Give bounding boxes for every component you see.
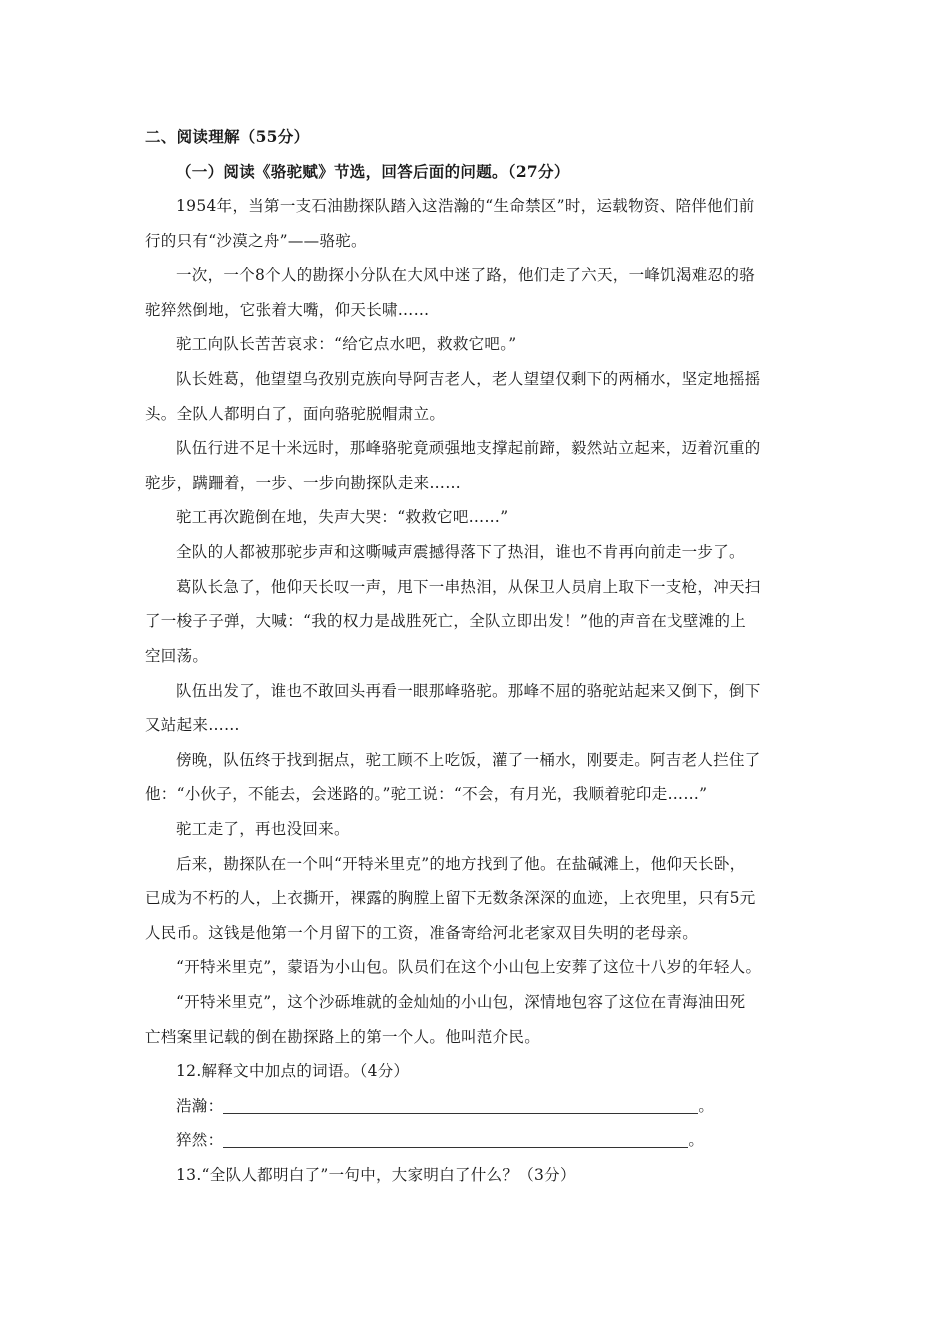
passage-line: 了一梭子子弹，大喊：“我的权力是战胜死亡，全队立即出发！”他的声音在戈壁滩的上 (145, 612, 747, 630)
passage-line: 已成为不朽的人，上衣撕开，裸露的胸膛上留下无数条深深的血迹，上衣兜里，只有5元 (145, 889, 756, 907)
passage-line: 队长姓葛，他望望乌孜别克族向导阿吉老人，老人望望仅剩下的两桶水，坚定地摇摇 (176, 370, 761, 388)
passage-line: 葛队长急了，他仰天长叹一声，甩下一串热泪，从保卫人员肩上取下一支枪，冲天扫 (176, 578, 761, 596)
passage-line: 他：“小伙子，不能去，会迷路的。”驼工说：“不会，有月光，我顺着驼印走……” (145, 785, 708, 803)
passage-line: 驼步，蹒跚着，一步、一步向勘探队走来…… (145, 474, 462, 492)
passage-line: 行的只有“沙漠之舟”——骆驼。 (145, 232, 367, 250)
passage-line: 亡档案里记载的倒在勘探路上的第一个人。他叫范介民。 (145, 1028, 541, 1046)
passage-line: 1954年，当第一支石油勘探队踏入这浩瀚的“生命禁区”时，运载物资、陪伴他们前 (176, 197, 755, 215)
section-title: 二、阅读理解（55分） (145, 127, 310, 146)
passage-line: “开特米里克”，这个沙砾堆就的金灿灿的小山包，深情地包容了这位在青海油田死 (176, 993, 746, 1011)
answer-blank[interactable] (223, 1097, 698, 1114)
passage-line: 驼工向队长苦苦哀求：“给它点水吧，救救它吧。” (176, 335, 517, 353)
period: 。 (698, 1097, 715, 1115)
passage-line: 头。全队人都明白了，面向骆驼脱帽肃立。 (145, 405, 446, 423)
passage-line: 人民币。这钱是他第一个月留下的工资，准备寄给河北老家双目失明的老母亲。 (145, 924, 699, 942)
passage-line: “开特米里克”，蒙语为小山包。队员们在这个小山包上安葬了这位十八岁的年轻人。 (176, 958, 762, 976)
question-12-item-1 (176, 1096, 714, 1116)
question-12-item-2 (176, 1130, 704, 1150)
word-label: 猝然： (176, 1131, 224, 1149)
passage-line: 傍晚，队伍终于找到据点，驼工顾不上吃饭，灌了一桶水，刚要走。阿吉老人拦住了 (176, 751, 761, 769)
subsection-title: （一）阅读《骆驼赋》节选，回答后面的问题。（27分） (176, 162, 570, 181)
passage-line: 后来，勘探队在一个叫“开特米里克”的地方找到了他。在盐碱滩上，他仰天长卧， (176, 855, 746, 873)
passage-line: 队伍出发了，谁也不敢回头再看一眼那峰骆驼。那峰不屈的骆驼站起来又倒下，倒下 (176, 682, 761, 700)
answer-blank[interactable] (223, 1131, 688, 1148)
question-13-title: 13.“全队人都明白了”一句中，大家明白了什么？（3分） (176, 1166, 576, 1184)
passage-line: 驼工走了，再也没回来。 (176, 820, 350, 838)
passage-line: 空回荡。 (145, 647, 209, 665)
passage-line: 一次，一个8个人的勘探小分队在大风中迷了路，他们走了六天，一峰饥渴难忍的骆 (176, 266, 755, 284)
period: 。 (688, 1131, 705, 1149)
passage-line: 队伍行进不足十米远时，那峰骆驼竟顽强地支撑起前蹄，毅然站立起来，迈着沉重的 (176, 439, 761, 457)
passage-line: 驼工再次跪倒在地，失声大哭：“救救它吧……” (176, 508, 509, 526)
passage-line: 驼猝然倒地，它张着大嘴，仰天长啸…… (145, 301, 430, 319)
passage-line: 又站起来…… (145, 716, 240, 734)
passage-line: 全队的人都被那驼步声和这嘶喊声震撼得落下了热泪，谁也不肯再向前走一步了。 (176, 543, 745, 561)
question-12-title: 12.解释文中加点的词语。（4分） (176, 1062, 410, 1080)
word-label: 浩瀚： (176, 1097, 224, 1115)
